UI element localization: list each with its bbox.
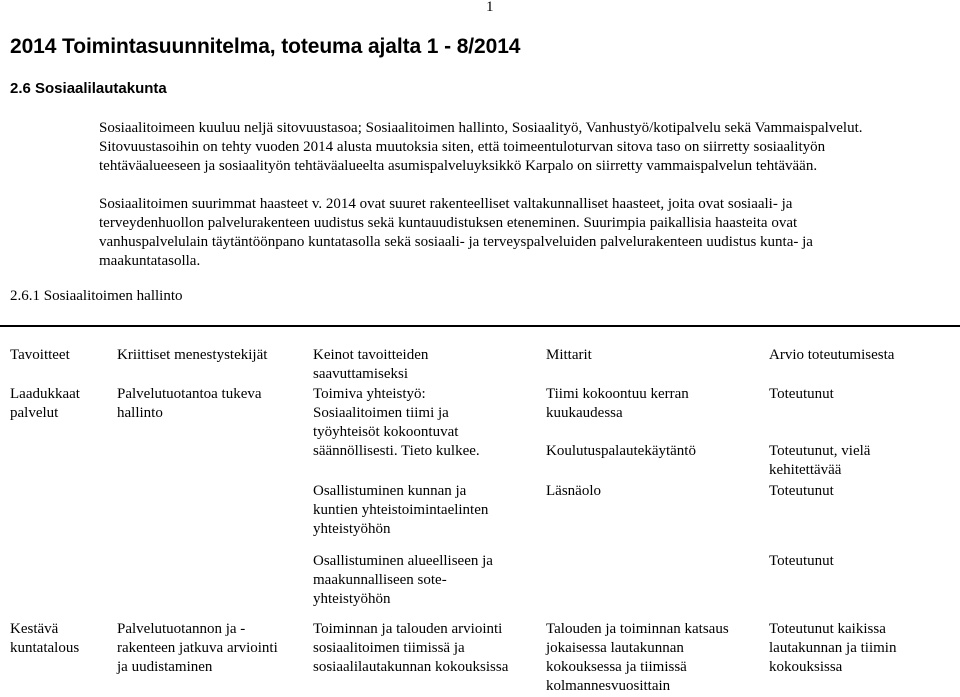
row2-factor: Palvelutuotannon ja - rakenteen jatkuva arviointi ja uudistaminen [117,621,278,675]
text-line: vanhuspalvelulain täytäntöönpano kuntatasolla sekä sosiaali- ja terveyspalveluiden palvelurakenteen uudistus kunta- ja [99,234,813,250]
row1-means-2: Osallistuminen kunnan ja kuntien yhteistoimintaelinten yhteistyöhön [313,483,489,537]
header-critical-factors: Kriittiset menestystekijät [117,347,268,363]
subsection-heading: 2.6.1 Sosiaalitoimen hallinto [10,288,183,304]
text-line: Sitovuustasoihin on tehty vuoden 2014 alusta muutoksia siten, että toimeentuloturvan sitova taso on siirretty sosiaalityön [99,139,826,155]
section-heading: 2.6 Sosiaalilautakunta [10,80,167,97]
row2-measure: Talouden ja toiminnan katsaus jokaisessa lautakunnan kokouksessa ja tiimissä kolmannesvuosittain [546,621,729,694]
row1-measure-2: Koulutuspalautekäytäntö [546,443,696,459]
row2-means: Toiminnan ja talouden arviointi sosiaalitoimen tiimissä ja sosiaalilautakunnan kokouksissa [313,621,509,675]
text-line: terveydenhuollon palvelurakenteen uudistus sekä kuntauudistuksen eteneminen. Suurimpia paikallisia haasteita ovat [99,215,798,231]
text-line: Sosiaalitoimeen kuuluu neljä sitovuustasoa; Sosiaalitoimen hallinto, Sosiaalityö, Vanhustyö/kotipalvelu sekä Vammaispalvelut. [99,120,863,136]
text-line: maakuntatasolla. [99,253,201,269]
row1-assessment-3: Toteutunut [769,483,834,499]
row1-measure-1: Tiimi kokoontuu kerran kuukaudessa [546,386,689,421]
document-title: 2014 Toimintasuunnitelma, toteuma ajalta 1 - 8/2014 [10,35,521,58]
row2-assessment: Toteutunut kaikissa lautakunnan ja tiimin kokouksissa [769,621,897,675]
header-means: Keinot tavoitteiden saavuttamiseksi [313,347,429,382]
row1-factor: Palvelutuotantoa tukeva hallinto [117,386,262,421]
intro-paragraph [99,119,954,176]
row1-assessment-4: Toteutunut [769,553,834,569]
header-goals: Tavoitteet [10,347,70,363]
table-top-border [0,325,960,327]
header-assessment: Arvio toteutumisesta [769,347,895,363]
row1-goal: Laadukkaat palvelut [10,386,80,421]
text-line: Sosiaalitoimen suurimmat haasteet v. 2014 ovat suuret rakenteelliset valtakunnalliset haasteet, joita ovat sosiaali- ja [99,196,793,212]
challenges-paragraph [99,195,954,271]
row1-measure-3: Läsnäolo [546,483,601,499]
page-number: 1 [486,0,494,15]
row1-assessment-1: Toteutunut [769,386,834,402]
row1-means-1: Toimiva yhteistyö: Sosiaalitoimen tiimi ja työyhteisöt kokoontuvat säännöllisesti. Tieto kulkee. [313,386,480,459]
row2-goal: Kestävä kuntatalous [10,621,80,656]
header-measures: Mittarit [546,347,592,363]
text-line: tehtäväalueeseen ja sosiaalityön tehtäväalueelta asumispalveluyksikkö Karpalo on siirretty vammaispalvelun tehtävään. [99,158,818,174]
row1-means-3: Osallistuminen alueelliseen ja maakunnalliseen sote- yhteistyöhön [313,553,493,607]
row1-assessment-2: Toteutunut, vielä kehitettävää [769,443,871,478]
